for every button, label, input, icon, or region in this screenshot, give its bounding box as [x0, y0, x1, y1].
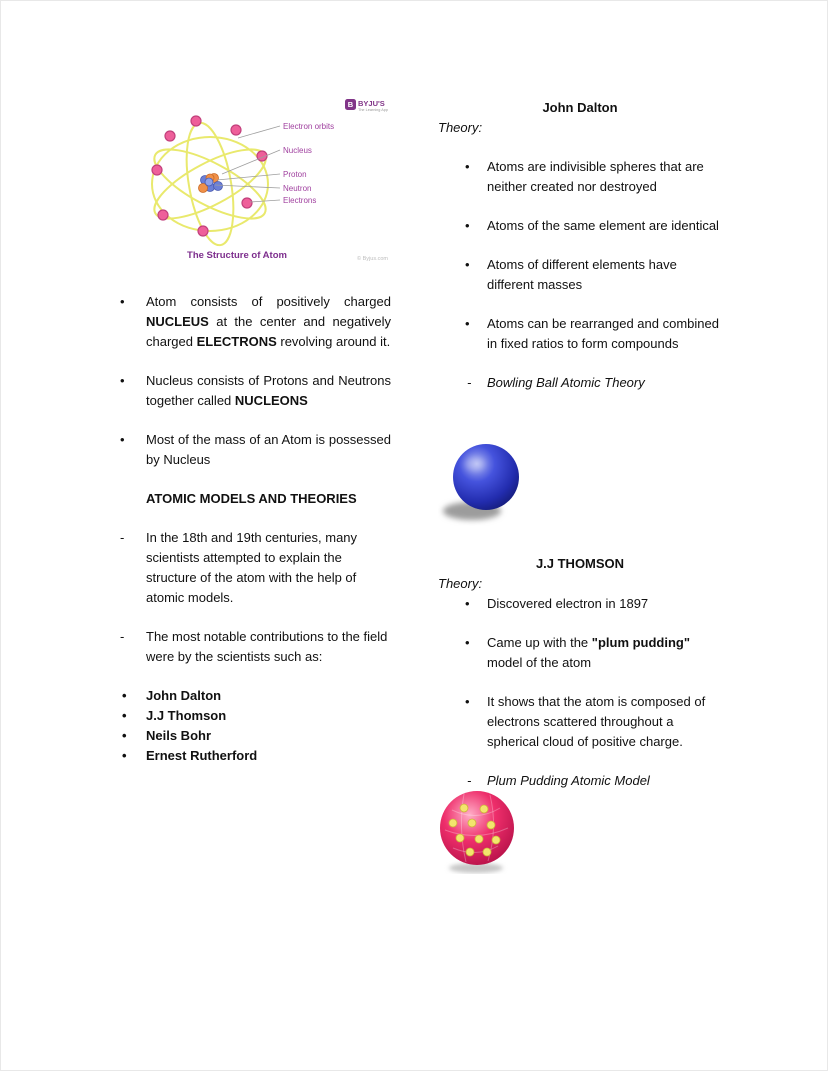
- list-item-dalton: [438, 314, 722, 354]
- bullet-marker: •: [465, 316, 470, 331]
- electron-dot: [158, 210, 168, 220]
- plum-pudding-svg: [436, 788, 522, 874]
- bowling-ball-figure: [438, 442, 530, 531]
- dash-item-contributions: [113, 627, 391, 667]
- text-run: Atom consists of positively charged: [146, 294, 391, 309]
- atom-diagram-svg: [140, 94, 390, 272]
- bullet-marker: •: [122, 708, 127, 723]
- list-item-nucleus-mass: [113, 430, 391, 470]
- electron-dot: [242, 198, 252, 208]
- dash-marker: -: [467, 773, 472, 788]
- list-item-scientist: [113, 746, 391, 766]
- list-item-thomson: [438, 594, 722, 614]
- plum-pudding-figure: [436, 788, 522, 879]
- bullet-marker: •: [465, 596, 470, 611]
- text-run: revolving around it.: [276, 334, 391, 349]
- dalton-theory-label: Theory:: [438, 120, 483, 135]
- text-run: Atoms can be rearranged and combined in fixed ratios to form compounds: [487, 316, 719, 351]
- plum-electron-dot: [466, 848, 474, 856]
- text-run: model of the atom: [487, 655, 592, 670]
- byjus-logo-tagline: The Learning App: [358, 108, 388, 112]
- byjus-logo-initial: B: [347, 100, 354, 109]
- electron-dot: [152, 165, 162, 175]
- bullet-marker: •: [465, 635, 470, 650]
- plum-electron-dot: [468, 819, 476, 827]
- atom-structure-figure: [140, 94, 390, 272]
- label-proton: Proton: [283, 170, 307, 179]
- bowling-ball: [453, 444, 519, 510]
- text-run-bold: "plum pudding": [591, 635, 691, 650]
- bullet-marker: •: [465, 159, 470, 174]
- text-run: at the center and negatively charged: [146, 314, 391, 349]
- text-run: It shows that the atom is composed of electrons scattered throughout a spherical cloud of positive charge.: [487, 694, 706, 749]
- text-run-bold: NUCLEONS: [234, 393, 308, 408]
- label-lines-group: [215, 126, 280, 202]
- label-electrons: Electrons: [283, 196, 317, 205]
- bullet-marker: •: [120, 373, 125, 388]
- dash-item-history: [113, 528, 391, 608]
- label-neutron: Neutron: [283, 184, 312, 193]
- neutron-dot: [214, 182, 223, 191]
- scientist-name: Ernest Rutherford: [146, 748, 258, 763]
- label-electron-orbits: Electron orbits: [283, 122, 335, 131]
- diagram-caption: The Structure of Atom: [187, 250, 287, 261]
- plum-electron-dot: [487, 821, 495, 829]
- list-item-thomson: [438, 692, 722, 752]
- bullet-marker: •: [120, 294, 125, 309]
- dash-marker: -: [120, 530, 125, 545]
- list-item-nucleons: [113, 371, 391, 411]
- dalton-heading: John Dalton: [542, 100, 618, 115]
- dalton-model-name: [438, 373, 722, 393]
- list-item-thomson: [438, 633, 722, 673]
- text-run: Discovered electron in 1897: [487, 596, 649, 611]
- byjus-logo: [345, 99, 388, 112]
- bullet-marker: •: [465, 257, 470, 272]
- list-item-scientist: [113, 706, 391, 726]
- label-nucleus: Nucleus: [283, 146, 312, 155]
- list-item-atom-overview: [113, 292, 391, 352]
- bullet-marker: •: [122, 688, 127, 703]
- list-item-scientist: [113, 726, 391, 746]
- text-run: Plum Pudding Atomic Model: [487, 773, 650, 788]
- byjus-logo-text: BYJU'S: [358, 99, 385, 108]
- electron-dot: [191, 116, 201, 126]
- text-run: Atoms are indivisible spheres that are neither created nor destroyed: [487, 159, 704, 194]
- scientist-name: John Dalton: [146, 688, 222, 703]
- electron-dot: [231, 125, 241, 135]
- list-item-dalton: [438, 255, 722, 295]
- thomson-theory-list: [438, 594, 722, 791]
- pudding-sphere: [440, 791, 514, 865]
- section-heading-atomic-models: ATOMIC MODELS AND THEORIES: [146, 491, 357, 506]
- plum-electron-dot: [492, 836, 500, 844]
- plum-electron-dot: [460, 804, 468, 812]
- thomson-heading: J.J THOMSON: [535, 556, 625, 571]
- electron-dot: [165, 131, 175, 141]
- plum-electron-dot: [483, 848, 491, 856]
- text-run: Came up with the: [487, 635, 592, 650]
- text-run: Atoms of different elements have different masses: [487, 257, 677, 292]
- bowling-ball-svg: [438, 442, 530, 526]
- plum-electron-dot: [449, 819, 457, 827]
- bullet-marker: •: [465, 694, 470, 709]
- bullet-marker: •: [122, 728, 127, 743]
- text-run: The most notable contributions to the field were by the scientists such as:: [146, 629, 388, 664]
- dash-marker: -: [467, 375, 472, 390]
- plum-electron-dot: [480, 805, 488, 813]
- plum-electron-dot: [475, 835, 483, 843]
- scientists-list: [113, 686, 391, 766]
- thomson-section: [438, 554, 722, 810]
- left-column: [113, 292, 391, 766]
- bullet-marker: •: [122, 748, 127, 763]
- text-run: Bowling Ball Atomic Theory: [487, 375, 645, 390]
- text-run: Most of the mass of an Atom is possessed by Nucleus: [146, 432, 391, 467]
- bullet-marker: •: [120, 432, 125, 447]
- thomson-theory-label: Theory:: [438, 576, 483, 591]
- diagram-labels-group: [283, 122, 334, 205]
- list-item-dalton: [438, 216, 722, 236]
- bullet-marker: •: [465, 218, 470, 233]
- text-run-bold: NUCLEUS: [146, 314, 209, 329]
- neutron-dot: [205, 178, 213, 186]
- scientist-name: J.J Thomson: [146, 708, 227, 723]
- dalton-section: [438, 98, 722, 412]
- text-run: In the 18th and 19th centuries, many scientists attempted to explain the structure of the atom with the help of atomic models.: [146, 530, 358, 605]
- electron-dot: [198, 226, 208, 236]
- text-run-bold: ELECTRONS: [196, 334, 277, 349]
- list-item-dalton: [438, 157, 722, 197]
- dash-marker: -: [120, 629, 125, 644]
- label-line: [217, 174, 280, 180]
- ball-highlight: [465, 457, 485, 471]
- nucleus-cluster: [199, 174, 223, 193]
- scientist-name: Neils Bohr: [146, 728, 212, 743]
- list-item-scientist: [113, 686, 391, 706]
- diagram-watermark: © Byjus.com: [357, 256, 388, 262]
- plum-electron-dot: [456, 834, 464, 842]
- label-line: [238, 126, 280, 138]
- dalton-theory-list: [438, 157, 722, 393]
- text-run: Nucleus consists of Protons and Neutrons together called: [146, 373, 391, 408]
- text-run: Atoms of the same element are identical: [487, 218, 719, 233]
